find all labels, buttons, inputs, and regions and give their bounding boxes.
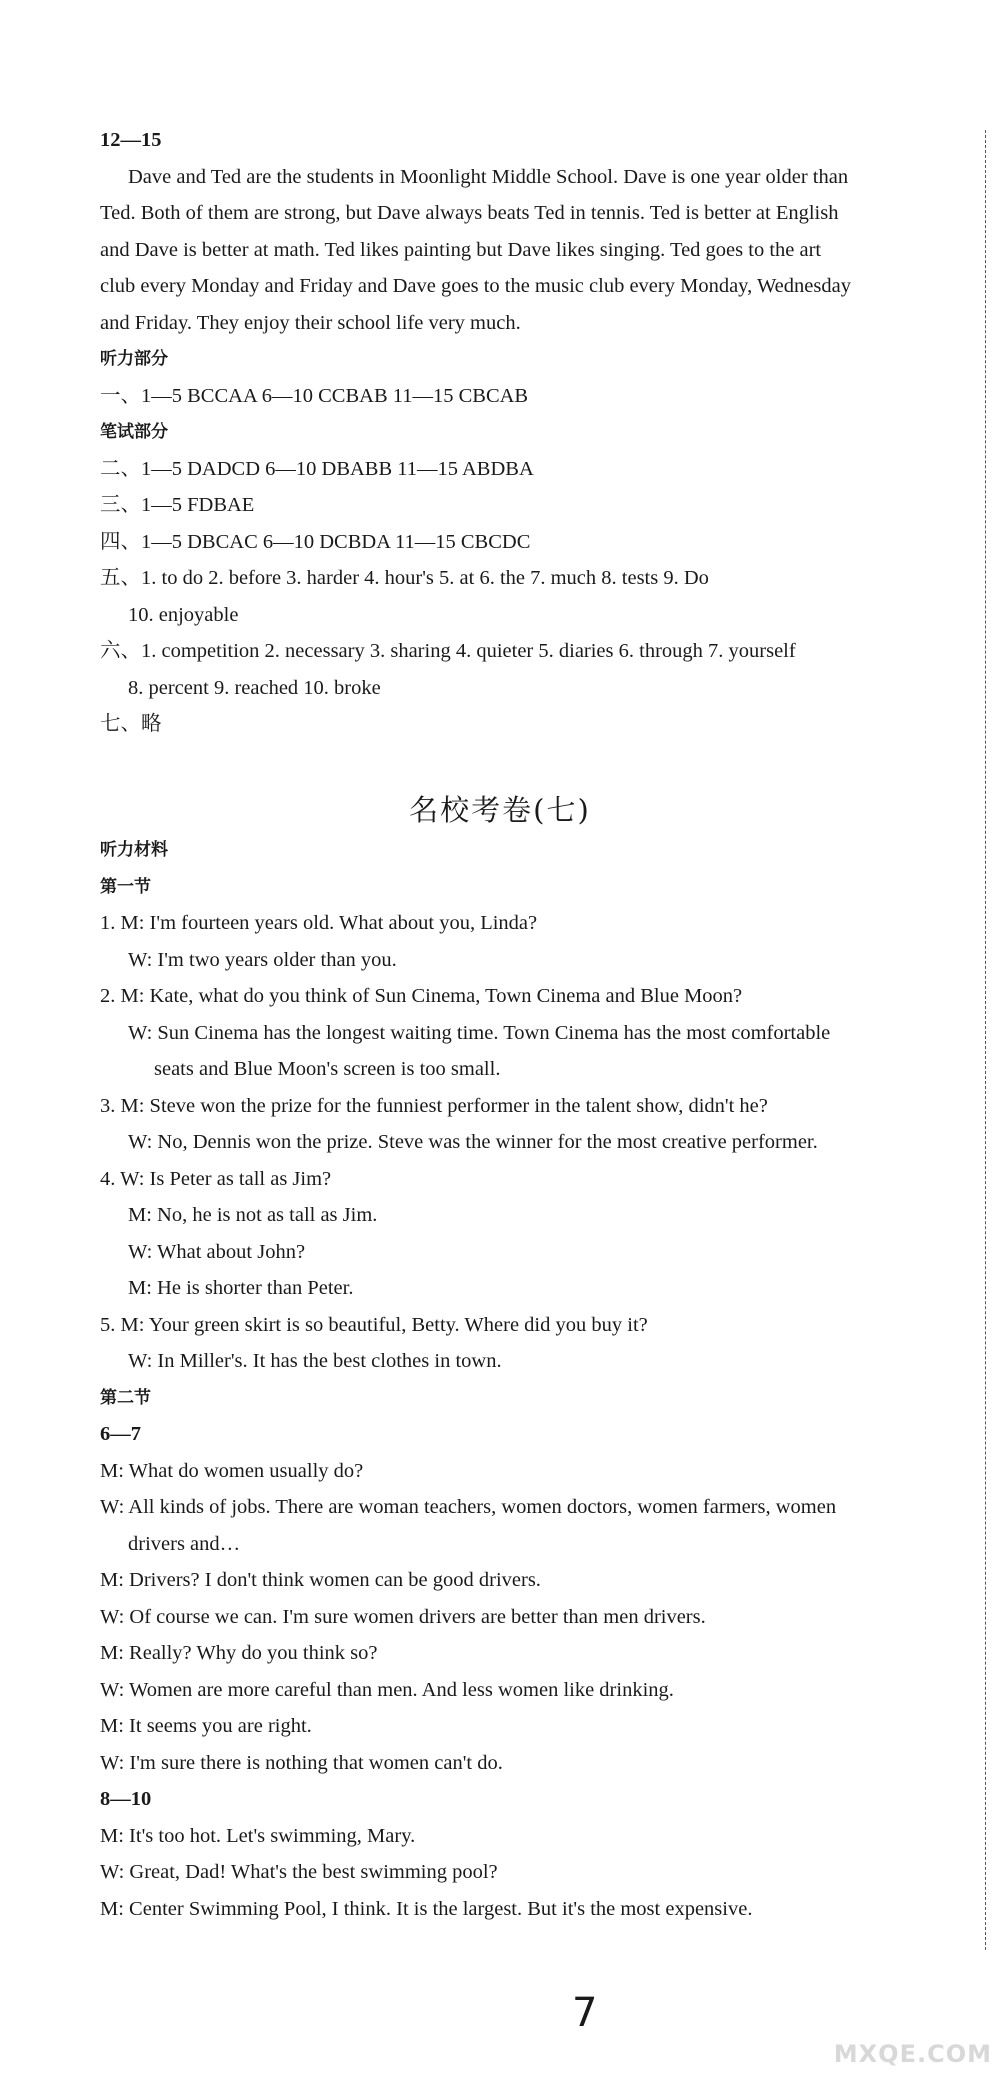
part1-heading: 第一节	[100, 876, 151, 897]
dialogue-line: W: No, Dennis won the prize. Steve was the winner for the most creative performer.	[128, 1131, 818, 1153]
dialogue-line: W: In Miller's. It has the best clothes in town.	[128, 1350, 502, 1372]
dialogue-line: M: Really? Why do you think so?	[100, 1642, 378, 1664]
answer-line: 一、1—5 BCCAA 6—10 CCBAB 11—15 CBCAB	[100, 384, 529, 407]
dialogue-line: W: I'm two years older than you.	[128, 948, 397, 971]
answer-line: 10. enjoyable	[128, 603, 239, 626]
passage-line: Ted. Both of them are strong, but Dave always beats Ted in tennis. Ted is better at English	[100, 202, 839, 224]
answer-section	[100, 122, 980, 743]
question-range: 8—10	[100, 1788, 152, 1810]
watermark: MXQE.COM	[833, 2040, 992, 2068]
dialogue-line: M: No, he is not as tall as Jim.	[128, 1204, 378, 1226]
dialogue-line: 2. M: Kate, what do you think of Sun Cinema, Town Cinema and Blue Moon?	[100, 985, 743, 1007]
dialogue-line: W: Sun Cinema has the longest waiting time. Town Cinema has the most comfortable	[128, 1021, 831, 1044]
dialogue-line: 5. M: Your green skirt is so beautiful, Betty. Where did you buy it?	[100, 1313, 648, 1336]
answer-line: 8. percent 9. reached 10. broke	[128, 676, 381, 699]
binding-margin-line	[985, 130, 996, 1950]
written-part-heading: 笔试部分	[100, 422, 168, 442]
dialogue-line: seats and Blue Moon's screen is too small.	[154, 1058, 501, 1080]
dialogue-line: 1. M: I'm fourteen years old. What about you, Linda?	[100, 912, 538, 934]
dialogue-line: W: What about John?	[128, 1240, 306, 1263]
dialogue-line: 3. M: Steve won the prize for the funniest performer in the talent show, didn't he?	[100, 1094, 768, 1117]
dialogue-line: 4. W: Is Peter as tall as Jim?	[100, 1167, 332, 1190]
passage-line: club every Monday and Friday and Dave goes to the music club every Monday, Wednesday	[100, 275, 851, 297]
dialogue-line: M: Center Swimming Pool, I think. It is the largest. But it's the most expensive.	[100, 1897, 753, 1920]
answer-line: 七、略	[100, 713, 162, 735]
answer-line: 六、1. competition 2. necessary 3. sharing 4. quieter 5. diaries 6. through 7. yourself	[100, 640, 796, 662]
exam-title: 名校考卷(七)	[409, 793, 591, 827]
page-number: 7	[572, 1990, 598, 2036]
dialogue-line: W: Of course we can. I'm sure women drivers are better than men drivers.	[100, 1605, 706, 1628]
answer-line: 五、1. to do 2. before 3. harder 4. hour's 5. at 6. the 7. much 8. tests 9. Do	[100, 567, 709, 589]
answer-line: 四、1—5 DBCAC 6—10 DCBDA 11—15 CBCDC	[100, 530, 531, 553]
dialogue-line: M: It's too hot. Let's swimming, Mary.	[100, 1824, 416, 1847]
dialogue-line: W: Great, Dad! What's the best swimming pool?	[100, 1861, 498, 1883]
dialogue-line: W: All kinds of jobs. There are woman teachers, women doctors, women farmers, women	[100, 1496, 837, 1518]
answer-line: 三、1—5 FDBAE	[100, 494, 255, 516]
material-heading: 听力材料	[100, 840, 168, 860]
passage-line: and Friday. They enjoy their school life very much.	[100, 311, 521, 334]
part2-heading: 第二节	[100, 1387, 151, 1408]
dialogue-line: W: Women are more careful than men. And less women like drinking.	[100, 1678, 674, 1701]
listening-material	[100, 832, 980, 1927]
dialogue-line: M: It seems you are right.	[100, 1715, 312, 1737]
answer-line: 二、1—5 DADCD 6—10 DBABB 11—15 ABDBA	[100, 457, 534, 480]
dialogue-line: drivers and…	[128, 1532, 241, 1555]
passage-line: Dave and Ted are the students in Moonlight Middle School. Dave is one year older than	[128, 165, 849, 188]
question-range: 6—7	[100, 1423, 141, 1445]
passage-line: and Dave is better at math. Ted likes painting but Dave likes singing. Ted goes to the art	[100, 238, 822, 261]
dialogue-line: M: He is shorter than Peter.	[128, 1277, 354, 1299]
dialogue-line: M: Drivers? I don't think women can be good drivers.	[100, 1569, 541, 1591]
question-range: 12—15	[100, 129, 162, 151]
listening-part-heading: 听力部分	[100, 349, 168, 369]
dialogue-line: M: What do women usually do?	[100, 1459, 364, 1482]
dialogue-line: W: I'm sure there is nothing that women can't do.	[100, 1751, 503, 1774]
